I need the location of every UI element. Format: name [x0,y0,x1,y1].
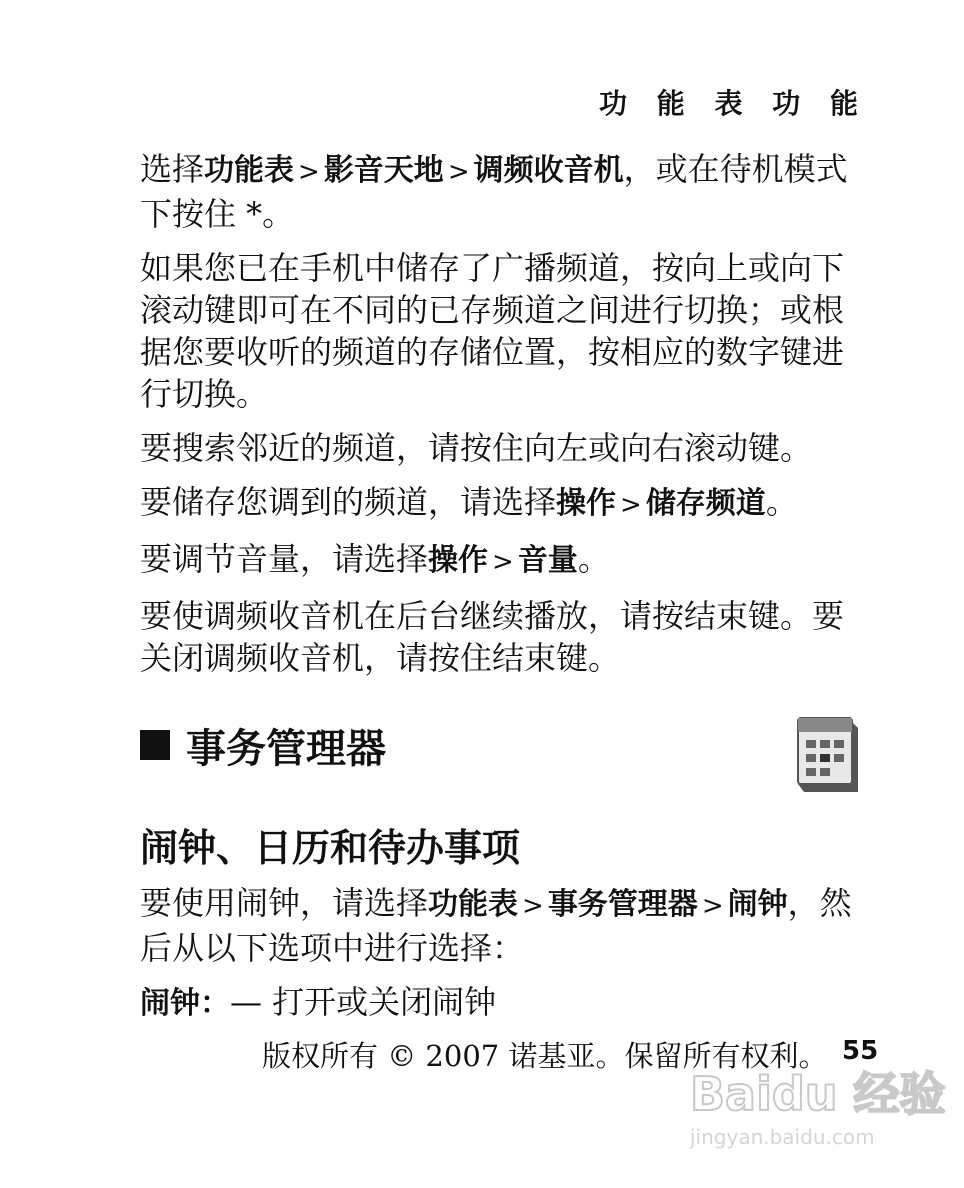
paragraph-search-channels: 要搜索邻近的频道，请按住向左或向右滚动键。 [140,429,813,467]
page-number: 55 [842,1036,879,1066]
svg-text:Baidu 经验: Baidu 经验 [690,1067,946,1121]
baidu-jingyan-watermark [690,1058,946,1154]
copyright-footer: 版权所有 © 2007 诺基亚。保留所有权利。 [262,1039,828,1073]
paragraph-background-play: 要使调频收音机在后台继续播放，请按结束键。要关闭调频收音机，请按住结束键。 [140,597,845,677]
page-header: 功 能 表 功 能 [599,87,868,120]
paragraph-alarm-open: 要使用闹钟，请选择功能表 > 事务管理器 > 闹钟，然后从以下选项中进行选择： [140,884,852,967]
paragraph-save-channel: 要储存您调到的频道，请选择操作 > 储存频道。 [140,483,798,521]
content-area [140,148,875,1037]
svg-text:jingyan.baidu.com: jingyan.baidu.com [690,1125,875,1149]
section-title: 事务管理器 [140,717,875,773]
square-bullet-icon [140,730,170,760]
paragraph-alarm-toggle: 闹钟：— 打开或关闭闹钟 [140,983,497,1021]
paragraph-fm-radio-open: 选择功能表 > 影音天地 > 调频收音机，或在待机模式下按住 *。 [140,150,848,233]
subsection-title: 闹钟、日历和待办事项 [140,826,521,870]
paragraph-volume: 要调节音量，请选择操作 > 音量。 [140,540,610,578]
paragraph-switch-channels: 如果您已在手机中储存了广播频道，按向上或向下滚动键即可在不同的已存频道之间进行切换；或根据您要收听的频道的存储位置，按相应的数字键进行切换。 [140,249,845,413]
organizer-icon [790,712,862,794]
